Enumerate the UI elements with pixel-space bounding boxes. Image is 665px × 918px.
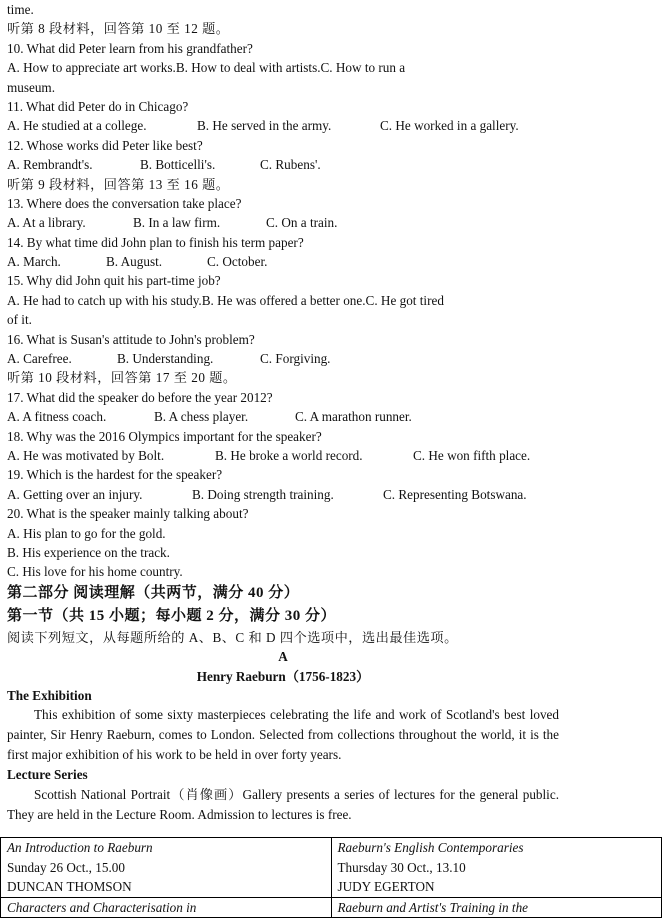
section-heading: 第一节（共 15 小题；每小题 2 分，满分 30 分） (7, 607, 337, 624)
option-c: C. A marathon runner. (295, 409, 412, 425)
lecture-title: An Introduction to Raeburn (7, 840, 153, 855)
option-a: A. His plan to go for the gold. (7, 525, 166, 541)
lecture-cell (1, 838, 332, 898)
option-b: B. He served in the army. (197, 118, 332, 134)
option-c: C. October. (207, 254, 268, 270)
question-16-options (7, 349, 559, 368)
section-instruction: 听第 9 段材料，回答第 13 至 16 题。 (7, 176, 230, 192)
option-a: A. March. (7, 254, 61, 270)
reading-instruction: 阅读下列短文，从每题所给的 A、B、C 和 D 四个选项中，选出最佳选项。 (7, 629, 458, 645)
option-c: C. Forgiving. (260, 351, 331, 367)
option-b: B. His experience on the track. (7, 544, 170, 560)
question-17: 17. What did the speaker do before the year 2012? (7, 389, 273, 405)
lecture-table (0, 837, 662, 918)
question-19-options (7, 485, 559, 504)
option-b: B. August. (106, 254, 163, 270)
question-10: 10. What did Peter learn from his grandfather? (7, 40, 253, 56)
question-18-options (7, 446, 559, 465)
lecture-title: Characters and Characterisation in (7, 899, 197, 915)
lecture-heading: Lecture Series (7, 767, 88, 783)
lecture-date: Sunday 26 Oct., 15.00 (7, 859, 125, 875)
question-15: 15. Why did John quit his part-time job? (7, 273, 221, 289)
option-continuation: of it. (7, 312, 32, 328)
question-11-options (7, 116, 559, 135)
option-a: A. He was motivated by Bolt. (7, 447, 165, 463)
question-12-options (7, 155, 559, 174)
option-a: A. At a library. (7, 215, 86, 231)
passage-title: Henry Raeburn（1756-1823） (196, 668, 370, 684)
text-line: time. (7, 2, 34, 17)
question-11: 11. What did Peter do in Chicago? (7, 98, 189, 114)
lecture-speaker: JUDY EGERTON (337, 879, 435, 894)
option-a: A. He studied at a college. (7, 118, 147, 134)
lecture-date: Thursday 30 Oct., 13.10 (337, 859, 466, 875)
table-row (1, 838, 662, 898)
option-b: B. A chess player. (154, 409, 249, 425)
question-13: 13. Where does the conversation take place? (7, 195, 242, 211)
section-instruction: 听第 8 段材料，回答第 10 至 12 题。 (7, 21, 230, 37)
exhibition-heading: The Exhibition (7, 687, 92, 703)
option-c: C. How to run a (320, 60, 406, 76)
question-15-options (7, 291, 559, 310)
option-c: C. His love for his home country. (7, 564, 183, 580)
table-row (1, 897, 662, 918)
question-13-options (7, 213, 559, 232)
option-c: C. He got tired (365, 292, 444, 308)
option-b: B. How to deal with artists. (175, 60, 321, 76)
question-12: 12. Whose works did Peter like best? (7, 137, 203, 153)
option-a: A. Rembrandt's. (7, 157, 93, 173)
question-20: 20. What is the speaker mainly talking about? (7, 506, 249, 522)
lecture-paragraph: Scottish National Portrait（肖像画）Gallery presents a series of lectures for the general public. They are held in the Lecture Room. Admission to lectures is free. (7, 786, 559, 822)
passage-label: A (278, 649, 288, 665)
question-14-options (7, 252, 559, 271)
question-10-options (7, 58, 559, 77)
lecture-title: Raeburn's English Contemporaries (337, 840, 524, 855)
option-b: B. Botticelli's. (140, 157, 216, 173)
option-c: C. He worked in a gallery. (380, 118, 519, 134)
lecture-cell (331, 838, 662, 898)
option-c: C. Rubens'. (260, 157, 321, 173)
option-a: A. How to appreciate art works. (7, 60, 176, 76)
option-b: B. Doing strength training. (192, 486, 334, 502)
exhibition-paragraph: This exhibition of some sixty masterpieces celebrating the life and work of Scotland's best loved painter, Sir Henry Raeburn, comes to London. Selected from collections throughout the world, it is the first major exhibition of his work to be held in over forty years. (7, 707, 559, 763)
question-17-options (7, 407, 559, 426)
lecture-speaker: DUNCAN THOMSON (7, 879, 132, 894)
part-heading: 第二部分 阅读理解（共两节，满分 40 分） (7, 584, 300, 601)
option-c: C. On a train. (266, 215, 338, 231)
option-b: B. In a law firm. (133, 215, 221, 231)
option-a: A. He had to catch up with his study. (7, 292, 202, 308)
option-c: C. Representing Botswana. (383, 486, 527, 502)
option-b: B. He was offered a better one. (201, 292, 366, 308)
option-a: A. Carefree. (7, 351, 72, 367)
option-a: A. A fitness coach. (7, 409, 107, 425)
section-instruction: 听第 10 段材料，回答第 17 至 20 题。 (7, 370, 237, 386)
option-a: A. Getting over an injury. (7, 486, 143, 502)
lecture-title: Raeburn and Artist's Training in the (337, 899, 529, 915)
option-c: C. He won fifth place. (413, 447, 531, 463)
lecture-cell (331, 897, 662, 918)
question-14: 14. By what time did John plan to finish his term paper? (7, 234, 304, 250)
option-b: B. He broke a world record. (215, 447, 363, 463)
question-18: 18. Why was the 2016 Olympics important for the speaker? (7, 428, 322, 444)
option-continuation: museum. (7, 79, 55, 95)
option-b: B. Understanding. (117, 351, 214, 367)
lecture-cell (1, 897, 332, 918)
exam-page (7, 0, 559, 825)
question-19: 19. Which is the hardest for the speaker? (7, 467, 223, 483)
question-16: 16. What is Susan's attitude to John's problem? (7, 331, 255, 347)
